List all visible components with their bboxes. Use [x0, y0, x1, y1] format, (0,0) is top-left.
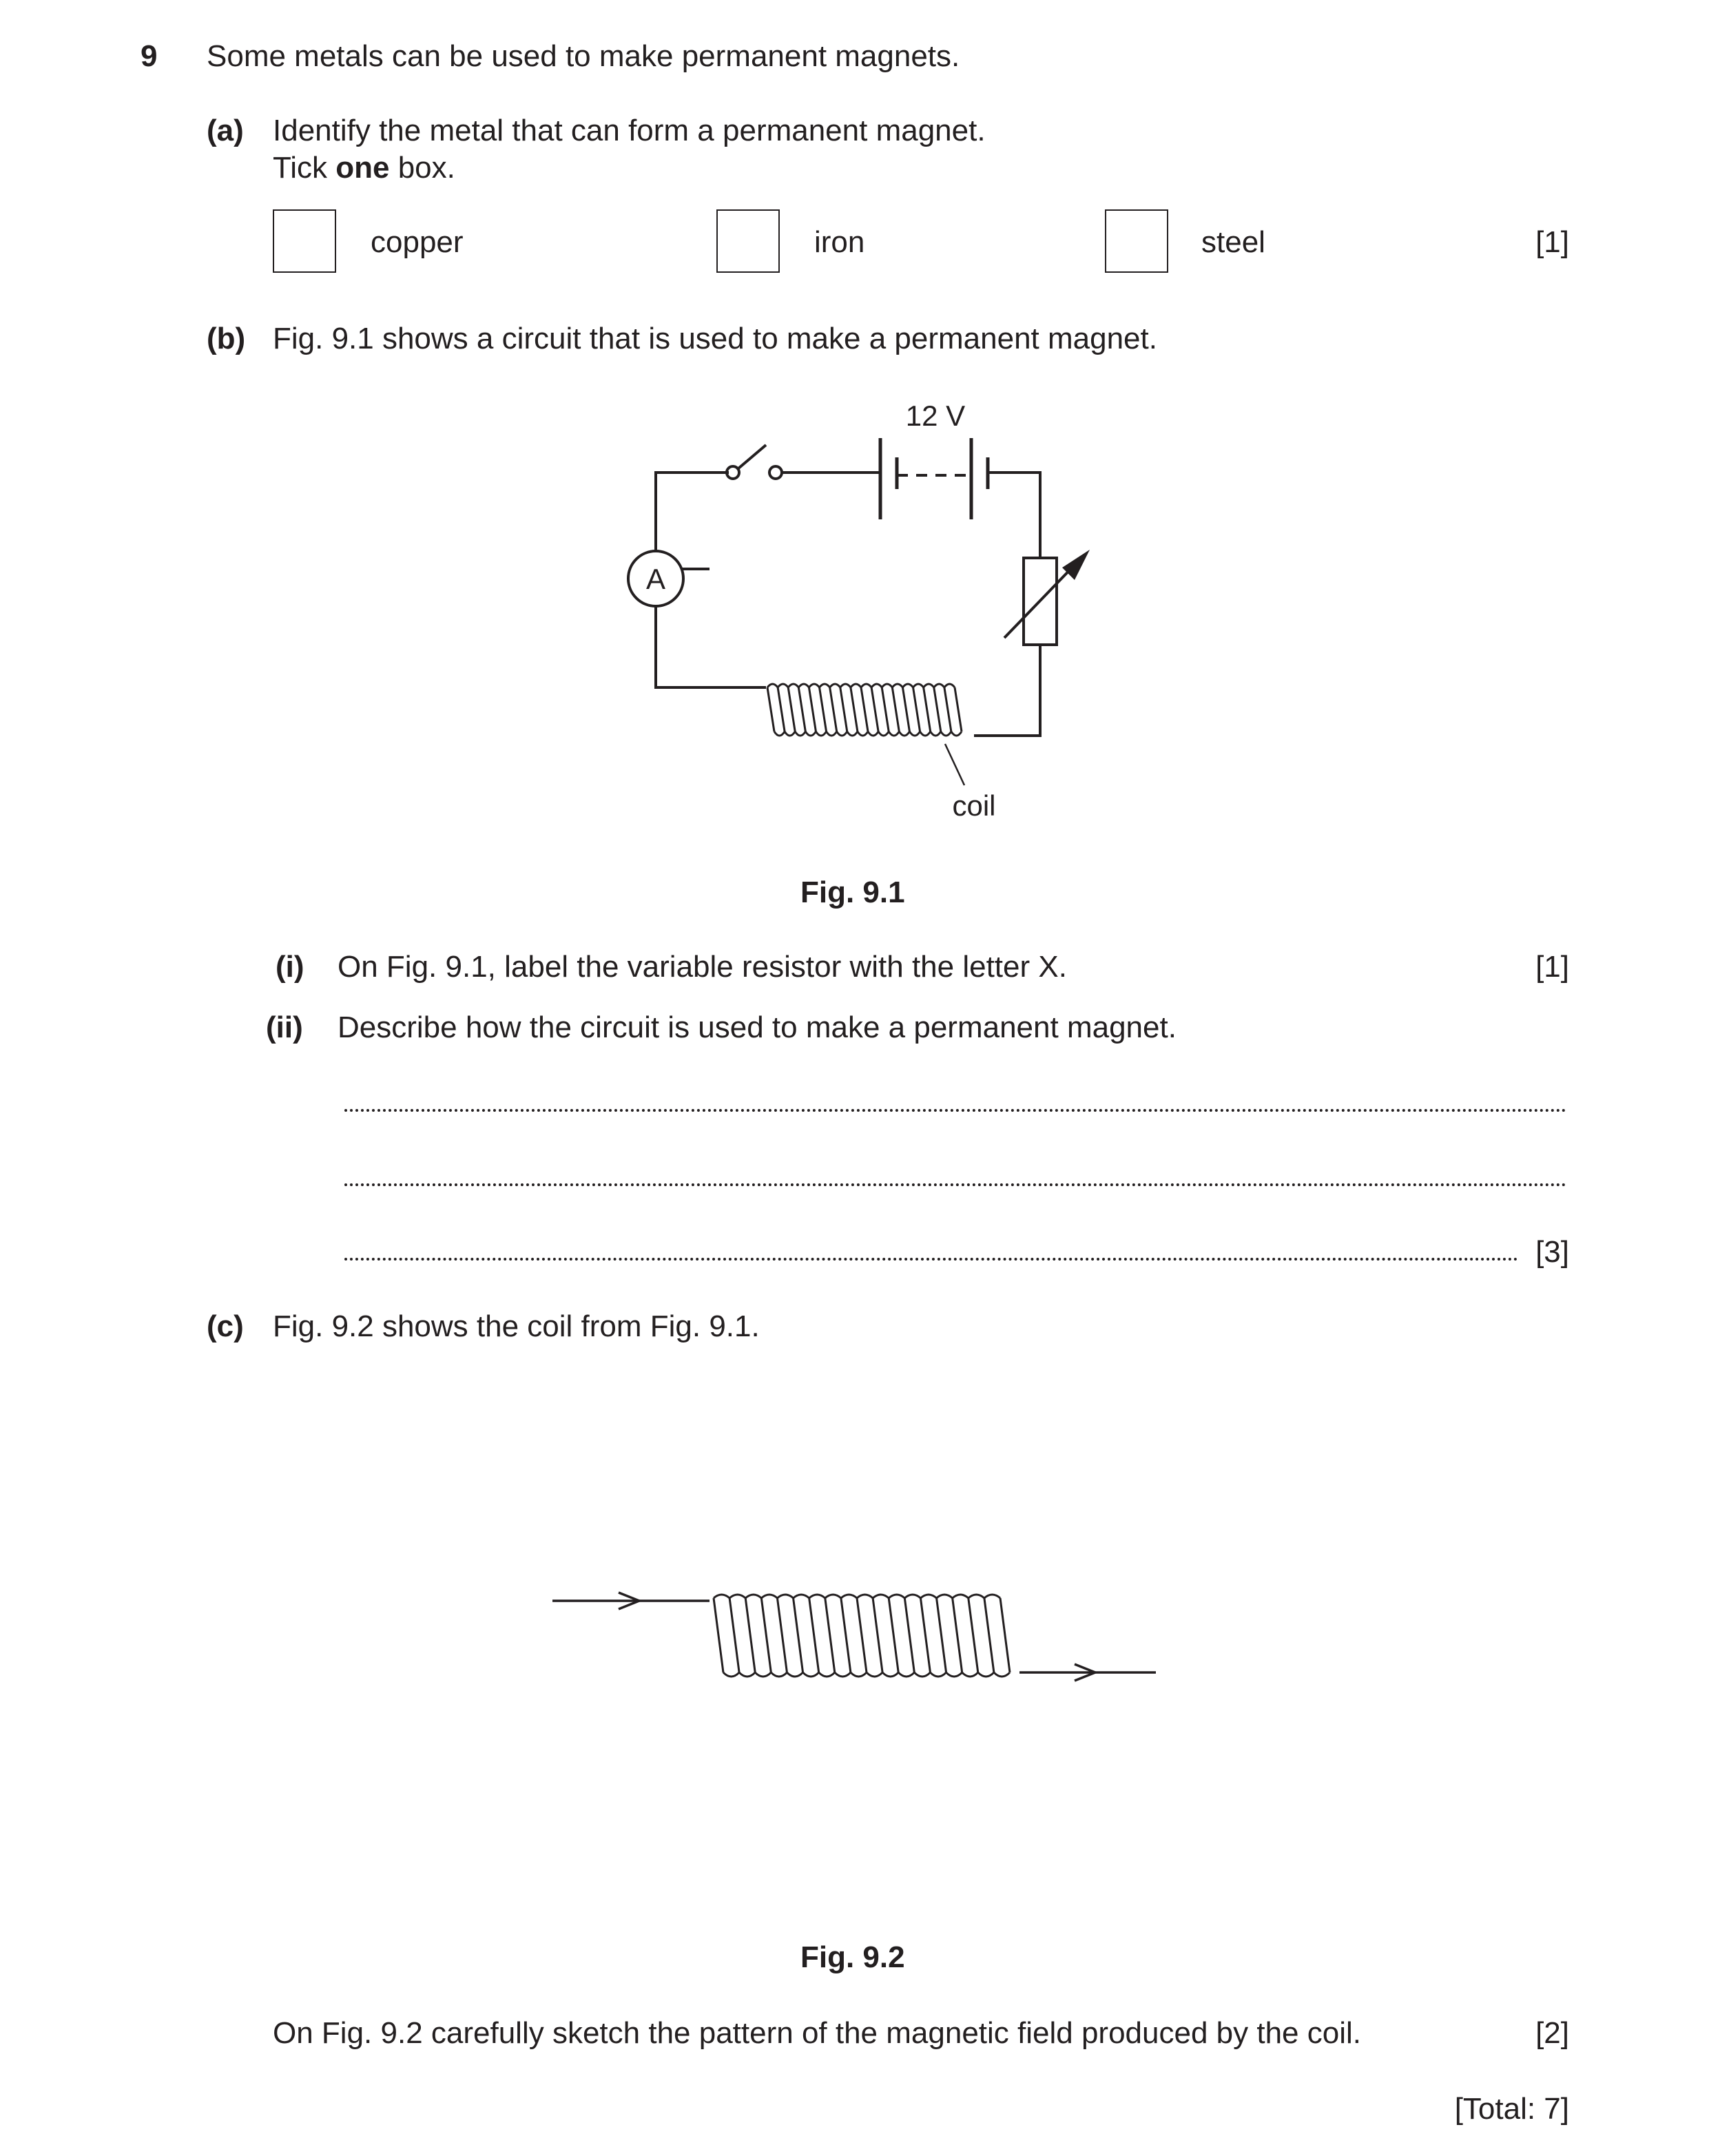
option-iron-label: iron: [814, 225, 865, 259]
coil-turns: [714, 1595, 1010, 1677]
part-b-i-text: On Fig. 9.1, label the variable resistor with the letter X.: [338, 950, 1067, 984]
part-b-ii-text: Describe how the circuit is used to make a permanent magnet.: [338, 1010, 1177, 1044]
ammeter-label: A: [645, 563, 666, 595]
coil-label: coil: [952, 789, 996, 822]
fig-9-1-caption: Fig. 9.1: [800, 875, 905, 909]
part-c-text: Fig. 9.2 shows the coil from Fig. 9.1.: [273, 1309, 760, 1343]
part-a-line1: Identify the metal that can form a permanent magnet.: [273, 114, 986, 147]
part-a-line2: Tick one box.: [273, 151, 455, 185]
question-number: 9: [141, 39, 158, 73]
part-b-text: Fig. 9.1 shows a circuit that is used to make a permanent magnet.: [273, 322, 1157, 355]
part-b-i-label: (i): [276, 950, 304, 984]
part-c-marks: [2]: [1535, 2016, 1569, 2050]
fig-9-2-caption: Fig. 9.2: [800, 1940, 905, 1974]
part-c-instruction: On Fig. 9.2 carefully sketch the pattern of the magnetic field produced by the coil.: [273, 2016, 1361, 2050]
part-b-ii-label: (ii): [266, 1010, 303, 1044]
coil-fig-9-2: [714, 1595, 1010, 1677]
question-intro: Some metals can be used to make permanent magnets.: [207, 39, 960, 73]
part-a-label: (a): [207, 114, 244, 147]
part-b-i-marks: [1]: [1535, 950, 1569, 984]
option-steel-label: steel: [1201, 225, 1265, 259]
option-copper-label: copper: [371, 225, 464, 259]
part-b-ii-marks: [3]: [1535, 1235, 1569, 1269]
voltage-label: 12 V: [905, 400, 966, 432]
part-b-label: (b): [207, 322, 246, 355]
part-a-marks: [1]: [1535, 225, 1569, 259]
part-c-label: (c): [207, 1309, 244, 1343]
total-marks: [Total: 7]: [1454, 2092, 1569, 2126]
